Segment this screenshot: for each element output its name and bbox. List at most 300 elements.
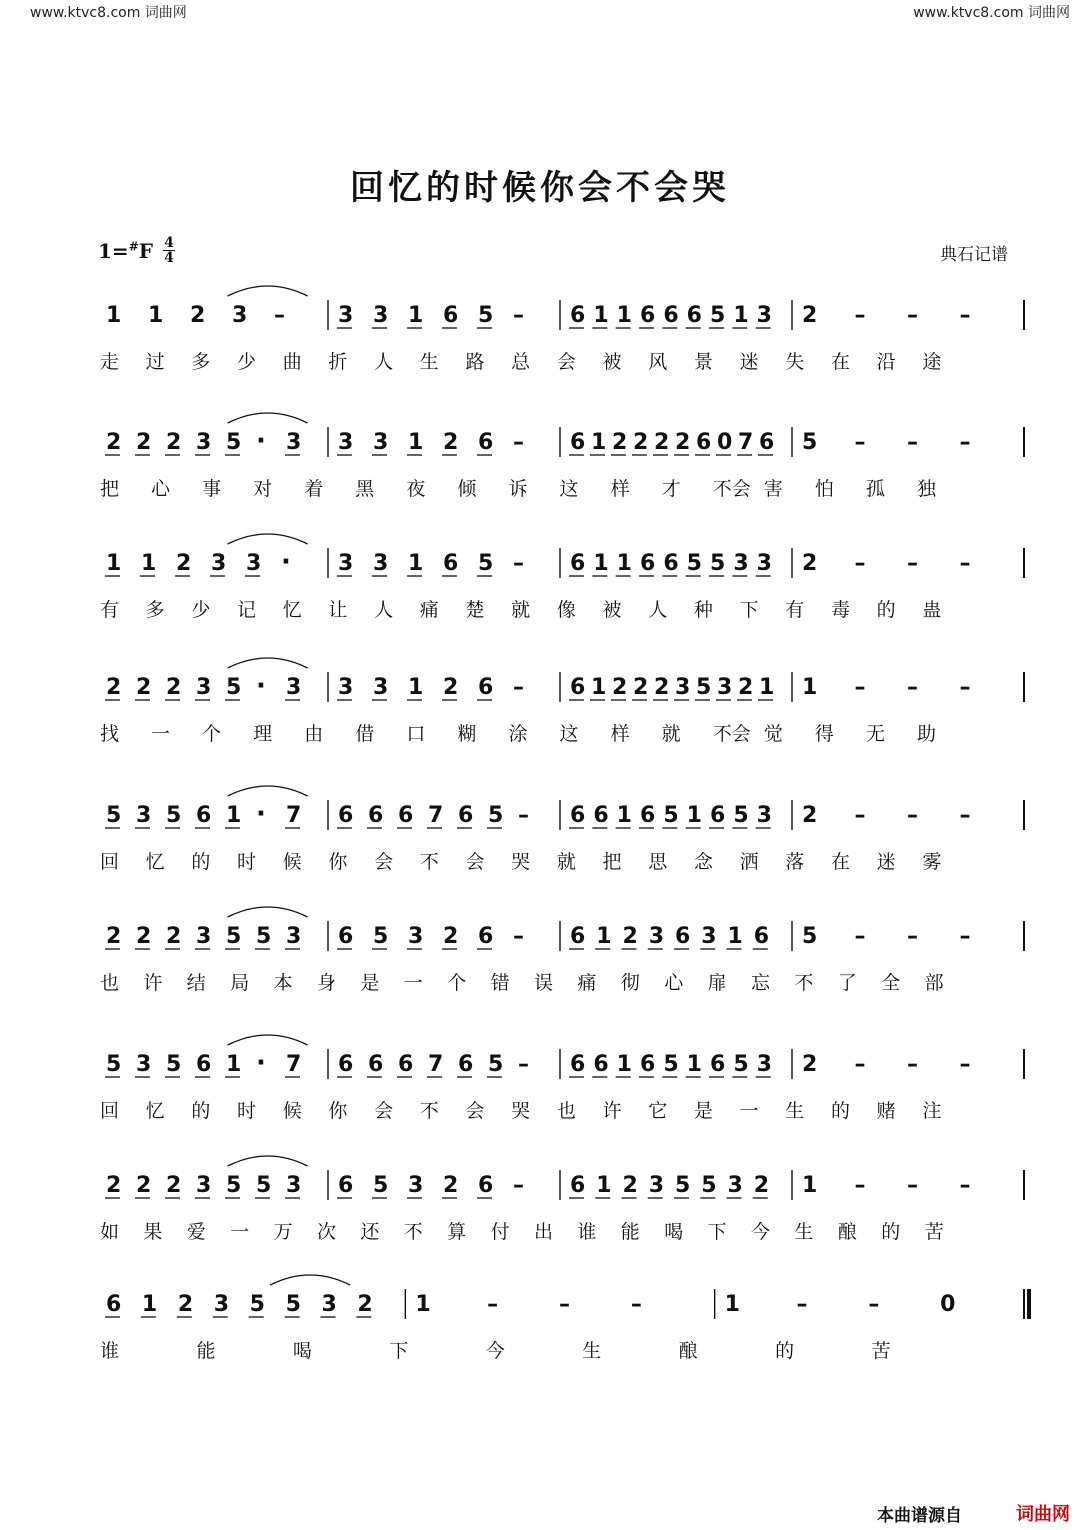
lyric: 酿 [837, 1221, 857, 1243]
note: 2 [106, 675, 122, 700]
note: 3 [648, 1173, 665, 1198]
lyric: 万 [273, 1221, 293, 1243]
note: 1 [591, 430, 607, 455]
note: 2 [802, 551, 818, 576]
note: 3 [701, 924, 717, 949]
lyric: 时 [237, 1100, 257, 1122]
lyric: 能 [620, 1221, 640, 1243]
lyric: 候 [282, 851, 302, 873]
note: 3 [196, 924, 212, 949]
lyric: 扉 [707, 972, 727, 994]
note: – [907, 803, 918, 828]
note: 5 [710, 551, 726, 576]
note: – [559, 1292, 570, 1317]
lyric: 就 [556, 851, 576, 873]
note: 2 [802, 303, 818, 328]
note: 3 [338, 303, 354, 328]
note: 2 [802, 803, 818, 828]
lyric: 记 [237, 599, 257, 621]
lyric: 觉 [763, 723, 783, 745]
slur [228, 786, 308, 796]
note: 7 [428, 1052, 444, 1077]
note: 3 [408, 1173, 424, 1198]
lyric: 迷 [876, 851, 896, 873]
note: 0 [940, 1292, 956, 1317]
note: 2 [802, 1052, 818, 1077]
lyric: 走 [100, 351, 120, 373]
note: 2 [166, 1173, 182, 1198]
note: – [959, 430, 971, 455]
note: 6 [753, 924, 770, 949]
lyric: 许 [143, 972, 163, 994]
lyric: 多 [145, 599, 165, 621]
note: 6 [478, 675, 494, 700]
note: · [256, 426, 266, 456]
note: 5 [226, 1173, 242, 1198]
note: 6 [570, 803, 586, 828]
note: 3 [213, 1292, 230, 1317]
note: – [907, 1173, 918, 1198]
lyric: 的 [881, 1221, 901, 1243]
note: 3 [373, 303, 389, 328]
lyric: 哭 [511, 1100, 531, 1122]
note: 3 [136, 1052, 152, 1077]
lyric: 生 [785, 1100, 805, 1122]
note: 1 [616, 551, 632, 576]
lyric: 错 [490, 972, 510, 994]
lyric: 它 [648, 1100, 668, 1122]
lyric: 有 [100, 599, 120, 621]
note: 3 [246, 551, 262, 576]
note: 5 [249, 1292, 265, 1317]
note: 1 [802, 675, 818, 700]
lyric: 样 [610, 723, 630, 745]
note: – [274, 303, 285, 328]
note: 7 [738, 430, 754, 455]
note: 6 [663, 551, 679, 576]
lyric: 迷 [739, 351, 759, 373]
note: 6 [696, 430, 712, 455]
lyric: 倾 [457, 478, 477, 500]
key-sharp: # [128, 238, 139, 253]
lyric: 爱 [186, 1221, 206, 1243]
note: 5 [478, 303, 494, 328]
note: 1 [593, 551, 609, 576]
note: – [513, 675, 524, 700]
lyric: 如 [100, 1221, 120, 1243]
lyric: 一 [151, 723, 171, 745]
lyric: 会 [374, 1100, 394, 1122]
note: – [959, 1052, 971, 1077]
lyric: 沿 [876, 351, 896, 373]
lyric: 一 [403, 972, 423, 994]
note: – [907, 551, 918, 576]
note: 6 [443, 551, 459, 576]
song-title: 回忆的时候你会不会哭 [350, 168, 730, 208]
lyric: 下 [739, 599, 759, 621]
lyric: 不会 [712, 478, 751, 500]
transcriber-credit: 典石记谱 [940, 245, 1008, 265]
note: 6 [570, 924, 586, 949]
lyric: 会 [465, 851, 485, 873]
lyric: 赌 [876, 1100, 896, 1122]
lyric: 算 [447, 1221, 467, 1243]
note: 1 [106, 551, 122, 576]
note: – [630, 1292, 642, 1317]
lyric: 生 [794, 1221, 814, 1243]
note: 3 [373, 430, 389, 455]
note: 1 [226, 1052, 242, 1077]
note: 3 [338, 551, 354, 576]
lyric: 生 [419, 351, 439, 373]
lyric: 一 [230, 1221, 250, 1243]
lyric: 痛 [419, 599, 439, 621]
lyric: 会 [465, 1100, 485, 1122]
note: 5 [710, 303, 726, 328]
note: – [854, 551, 866, 576]
note: 2 [190, 303, 206, 328]
note: 6 [640, 1052, 656, 1077]
note: 6 [570, 430, 586, 455]
key-prefix: 1= [98, 238, 129, 263]
lyric: 洒 [739, 851, 759, 873]
lyric: 曲 [282, 351, 302, 373]
note: 6 [710, 1052, 726, 1077]
note: – [513, 924, 524, 949]
note: – [796, 1292, 808, 1317]
note: 5 [166, 803, 182, 828]
lyric: 一 [739, 1100, 759, 1122]
lyric: 种 [693, 599, 713, 621]
lyric: 苦 [924, 1221, 944, 1243]
note: 1 [141, 1292, 158, 1317]
note: – [513, 303, 524, 328]
note: – [907, 1052, 918, 1077]
note: 6 [570, 675, 586, 700]
lyric: 蛊 [922, 599, 942, 621]
note: 1 [593, 303, 609, 328]
lyric: 出 [534, 1221, 554, 1243]
note: 5 [285, 1292, 301, 1317]
note: 5 [733, 1052, 749, 1077]
note: – [907, 430, 918, 455]
note: 5 [256, 924, 272, 949]
note: 6 [196, 1052, 212, 1077]
note: 5 [802, 430, 818, 455]
lyric: 楚 [465, 599, 485, 621]
note: – [854, 675, 866, 700]
note: – [959, 803, 971, 828]
note: 5 [226, 430, 242, 455]
note: – [907, 924, 918, 949]
lyric: 理 [253, 723, 273, 745]
note: – [854, 1173, 866, 1198]
lyric: 次 [317, 1221, 337, 1243]
lyric: 害 [763, 478, 783, 500]
note: 2 [443, 924, 459, 949]
note: 6 [338, 1052, 354, 1077]
footer-logo: 词曲网 [1016, 1504, 1070, 1525]
lyric: 会 [374, 851, 394, 873]
lyric: 着 [304, 478, 324, 500]
lyric: 酿 [678, 1340, 698, 1362]
lyric: 被 [602, 351, 622, 373]
note: 3 [717, 675, 733, 700]
lyric: 过 [145, 351, 165, 373]
lyric: 少 [237, 351, 257, 373]
note: – [513, 551, 524, 576]
note: 2 [675, 430, 691, 455]
slur [228, 413, 308, 423]
note: 5 [166, 1052, 182, 1077]
lyric: 人 [648, 599, 668, 621]
lyric: 喝 [292, 1340, 312, 1362]
lyric: 风 [648, 351, 668, 373]
lyric: 的 [191, 851, 211, 873]
note: – [907, 675, 918, 700]
lyric: 下 [707, 1221, 727, 1243]
note: 3 [286, 430, 302, 455]
note: 5 [802, 924, 818, 949]
lyric: 是 [360, 972, 380, 994]
note: 6 [368, 803, 384, 828]
note: 6 [478, 924, 494, 949]
slur [228, 1035, 308, 1045]
note: 2 [106, 430, 122, 455]
lyric: 谁 [577, 1221, 597, 1243]
lyric: 能 [196, 1340, 216, 1362]
note: 1 [596, 924, 612, 949]
lyric: 有 [785, 599, 805, 621]
note: – [854, 803, 866, 828]
lyric: 忆 [145, 851, 165, 873]
note: 6 [458, 1052, 474, 1077]
note: · [256, 671, 266, 701]
lyric: 不 [794, 972, 814, 994]
lyric: 回 [100, 851, 120, 873]
slur [228, 1156, 308, 1166]
note: 3 [648, 924, 665, 949]
note: 6 [570, 551, 586, 576]
lyric: 注 [922, 1100, 942, 1122]
note: – [487, 1292, 499, 1317]
note: 6 [570, 1173, 586, 1198]
note: 3 [756, 303, 772, 328]
note: 2 [443, 430, 459, 455]
note: 3 [408, 924, 424, 949]
lyric: 个 [447, 972, 467, 994]
note: – [959, 551, 971, 576]
note: 2 [622, 924, 638, 949]
lyric: 许 [602, 1100, 622, 1122]
note: 7 [428, 803, 444, 828]
lyric: 失 [785, 351, 805, 373]
lyric: 是 [693, 1100, 713, 1122]
note: – [854, 924, 866, 949]
lyric: 雾 [922, 851, 942, 873]
note: 1 [759, 675, 775, 700]
note: 3 [286, 675, 302, 700]
note: 1 [141, 551, 157, 576]
note: 1 [226, 803, 242, 828]
lyric: 你 [328, 851, 348, 873]
lyric: 对 [253, 478, 273, 500]
slur [270, 1275, 350, 1285]
lyric: 也 [100, 972, 120, 994]
note: 6 [640, 803, 656, 828]
lyric: 的 [191, 1100, 211, 1122]
lyric: 痛 [577, 972, 597, 994]
note: 6 [338, 803, 354, 828]
note: 2 [136, 675, 152, 700]
lyric: 多 [191, 351, 211, 373]
note: 1 [616, 303, 632, 328]
lyric: 把 [602, 851, 622, 873]
lyric: 全 [881, 972, 901, 994]
lyric: 的 [876, 599, 896, 621]
note: 5 [373, 1173, 389, 1198]
lyric: 事 [202, 478, 222, 500]
lyric: 路 [465, 351, 485, 373]
note: 2 [106, 1173, 122, 1198]
note: 5 [675, 1173, 691, 1198]
note: 5 [226, 675, 242, 700]
note: 5 [701, 1173, 717, 1198]
note: 3 [286, 1173, 302, 1198]
note: 1 [724, 1292, 740, 1317]
note: 3 [196, 1173, 212, 1198]
lyric: 的 [830, 1100, 850, 1122]
note: 6 [593, 803, 609, 828]
lyric: 在 [830, 351, 850, 373]
lyric: 独 [916, 478, 936, 500]
note: 6 [640, 551, 656, 576]
note: 1 [591, 675, 607, 700]
lyric: 哭 [511, 851, 531, 873]
lyric: 样 [610, 478, 630, 500]
note: – [513, 1173, 524, 1198]
lyric: 被 [602, 599, 622, 621]
note: 5 [696, 675, 712, 700]
slur [228, 534, 308, 544]
note: 5 [686, 551, 702, 576]
lyric: 误 [534, 972, 554, 994]
note: 2 [177, 1292, 194, 1317]
time-bottom: 4 [164, 250, 174, 266]
note: 6 [593, 1052, 609, 1077]
lyric: 诉 [508, 478, 528, 500]
watermark-right: www.ktvc8.com 词曲网 [913, 5, 1070, 21]
note: 2 [166, 675, 182, 700]
lyric: 谁 [100, 1340, 120, 1362]
lyric: 念 [693, 851, 713, 873]
note: 5 [733, 803, 749, 828]
note: 1 [408, 430, 424, 455]
lyric: 就 [511, 599, 531, 621]
lyric: 身 [317, 972, 337, 994]
lyric: 结 [186, 972, 206, 994]
note: 2 [136, 1173, 152, 1198]
note: 5 [488, 803, 504, 828]
note: – [959, 924, 971, 949]
note: 3 [733, 551, 749, 576]
lyric: 的 [775, 1340, 795, 1362]
lyric: 才 [661, 478, 681, 500]
lyric: 心 [151, 478, 171, 500]
lyric: 糊 [457, 723, 477, 745]
note: 1 [106, 303, 122, 328]
note: 1 [148, 303, 164, 328]
lyric: 总 [511, 351, 531, 373]
lyric: 夜 [406, 478, 426, 500]
lyric: 途 [922, 351, 942, 373]
note: 7 [286, 1052, 302, 1077]
lyric: 不会 [712, 723, 751, 745]
lyric: 在 [830, 851, 850, 873]
lyric: 让 [328, 599, 348, 621]
note: 2 [166, 924, 182, 949]
note: 1 [616, 803, 632, 828]
note: 1 [802, 1173, 818, 1198]
note: 5 [478, 551, 494, 576]
note: 2 [753, 1173, 770, 1198]
note: – [959, 303, 971, 328]
note: 3 [196, 675, 212, 700]
lyric: 得 [814, 723, 834, 745]
note: 3 [321, 1292, 337, 1317]
note: 1 [408, 675, 424, 700]
note: 5 [106, 803, 122, 828]
note: 6 [675, 924, 691, 949]
note: 6 [478, 1173, 494, 1198]
note: 6 [196, 803, 212, 828]
lyric: 付 [490, 1221, 510, 1243]
note: – [854, 430, 866, 455]
note: · [256, 1048, 266, 1078]
lyric: 忆 [282, 599, 302, 621]
lyric: 个 [202, 723, 222, 745]
lyric: 果 [143, 1221, 163, 1243]
lyric: 下 [389, 1340, 409, 1362]
note: 5 [256, 1173, 272, 1198]
note: 3 [338, 430, 354, 455]
note: 2 [136, 430, 152, 455]
note: 3 [373, 675, 389, 700]
lyric: 本 [273, 972, 293, 994]
note: 3 [727, 1173, 743, 1198]
note: 1 [408, 551, 424, 576]
note: 3 [286, 924, 302, 949]
lyric: 把 [100, 478, 120, 500]
note: 1 [686, 1052, 702, 1077]
note: 5 [373, 924, 389, 949]
lyric: 今 [751, 1221, 771, 1243]
lyric: 不 [403, 1221, 423, 1243]
lyric: 会 [556, 351, 576, 373]
note: 6 [398, 803, 414, 828]
note: 6 [759, 430, 775, 455]
note: 3 [211, 551, 227, 576]
lyric: 就 [661, 723, 681, 745]
note: 2 [633, 675, 649, 700]
note: 2 [622, 1173, 638, 1198]
note: 3 [136, 803, 152, 828]
note: 3 [756, 1052, 772, 1077]
note: 1 [596, 1173, 612, 1198]
note: 2 [136, 924, 152, 949]
note: – [854, 1052, 866, 1077]
note: 1 [727, 924, 743, 949]
